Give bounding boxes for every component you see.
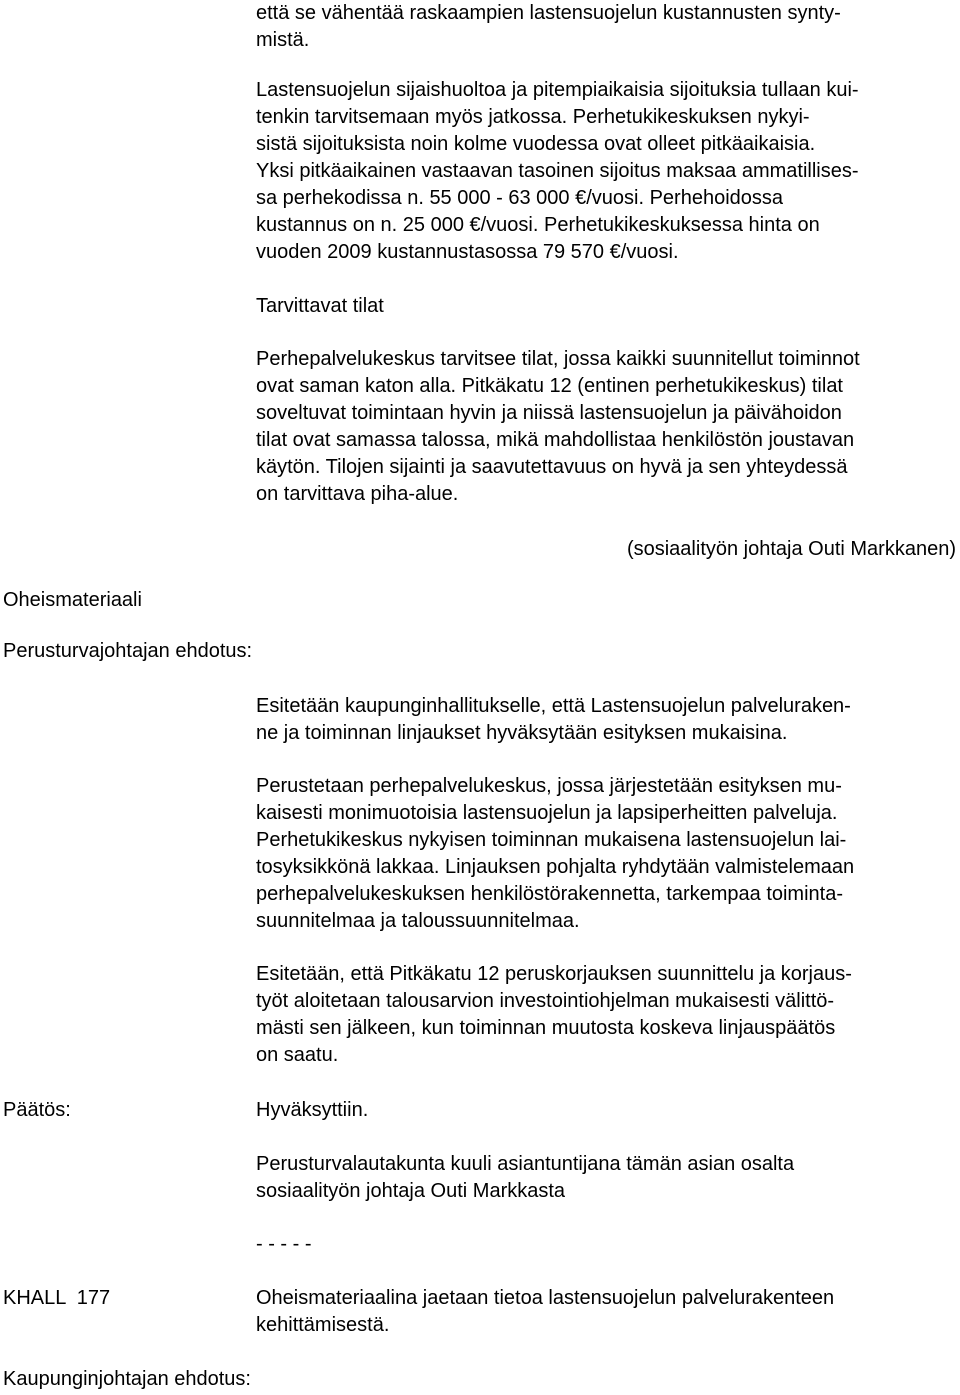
separator: - - - - -: [256, 1233, 312, 1255]
text-line: sa perhekodissa n. 55 000 - 63 000 €/vuosi. Perhehoidossa: [256, 187, 784, 209]
text-line: tilat ovat samassa talossa, mikä mahdollistaa henkilöstön joustavan: [256, 429, 855, 451]
author-signature: (sosiaalityön johtaja Outi Markkanen): [626, 538, 956, 560]
text-line: Perustetaan perhepalvelukeskus, jossa järjestetään esityksen mu-: [256, 775, 842, 797]
khall-paragraph: [256, 1285, 956, 1339]
intro-paragraph: [256, 0, 956, 54]
text-line: kustannus on n. 25 000 €/vuosi. Perhetukikeskuksessa hinta on: [256, 214, 820, 236]
facilities-paragraph: [256, 346, 956, 508]
text-line: kehittämisestä.: [256, 1314, 390, 1336]
text-line: tosyksikkönä lakkaa. Linjauksen pohjalta ryhdytään valmistelemaan: [256, 856, 855, 878]
text-line: Perhepalvelukeskus tarvitsee tilat, jossa kaikki suunnitellut toiminnot: [256, 348, 860, 370]
text-line: Esitetään, että Pitkäkatu 12 peruskorjauksen suunnittelu ja korjaus-: [256, 963, 852, 985]
text-line: sosiaalityön johtaja Outi Markkasta: [256, 1180, 566, 1202]
decision-label: Päätös:: [3, 1099, 71, 1121]
proposal-label: Perusturvajohtajan ehdotus:: [3, 640, 253, 662]
proposal-paragraph-3: [256, 961, 956, 1069]
text-line: vuoden 2009 kustannustasossa 79 570 €/vuosi.: [256, 241, 679, 263]
text-line: että se vähentää raskaampien lastensuojelun kustannusten synty-: [256, 2, 841, 24]
text-line: Yksi pitkäaikainen vastaavan tasoinen sijoitus maksaa ammatillises-: [256, 160, 859, 182]
text-line: Esitetään kaupunginhallitukselle, että Lastensuojelun palveluraken-: [256, 695, 851, 717]
cost-paragraph: [256, 77, 956, 266]
text-line: ovat saman katon alla. Pitkäkatu 12 (entinen perhetukikeskus) tilat: [256, 375, 843, 397]
text-line: työt aloitetaan talousarvion investointiohjelman mukaisesti välittö-: [256, 990, 835, 1012]
text-line: soveltuvat toimintaan hyvin ja niissä lastensuojelun ja päivähoidon: [256, 402, 842, 424]
text-line: mästi sen jälkeen, kun toiminnan muutosta koskeva linjauspäätös: [256, 1017, 836, 1039]
proposal-paragraph-1: [256, 693, 956, 747]
mayor-proposal-label: Kaupunginjohtajan ehdotus:: [3, 1368, 251, 1390]
attachment-label: Oheismateriaali: [3, 589, 142, 611]
proposal-paragraph-2: [256, 773, 956, 935]
text-line: on saatu.: [256, 1044, 339, 1066]
text-line: käytön. Tilojen sijainti ja saavutettavuus on hyvä ja sen yhteydessä: [256, 456, 848, 478]
text-line: perhepalvelukeskuksen henkilöstörakennetta, tarkempaa toiminta-: [256, 883, 844, 905]
text-line: ne ja toiminnan linjaukset hyväksytään esityksen mukaisina.: [256, 722, 788, 744]
expert-paragraph: [256, 1151, 956, 1205]
text-line: Perusturvalautakunta kuuli asiantuntijana tämän asian osalta: [256, 1153, 795, 1175]
text-line: on tarvittava piha-alue.: [256, 483, 459, 505]
text-line: kaisesti monimuotoisia lastensuojelun ja lapsiperheitten palveluja.: [256, 802, 838, 824]
text-line: Lastensuojelun sijaishuoltoa ja pitempiaikaisia sijoituksia tullaan kui-: [256, 79, 859, 101]
text-line: suunnitelmaa ja taloussuunnitelmaa.: [256, 910, 580, 932]
text-line: Oheismateriaalina jaetaan tietoa lastensuojelun palvelurakenteen: [256, 1287, 835, 1309]
decision-text: Hyväksyttiin.: [256, 1099, 369, 1121]
khall-label: KHALL 177: [3, 1287, 111, 1309]
text-line: sistä sijoituksista noin kolme vuodessa ovat olleet pitkäaikaisia.: [256, 133, 816, 155]
text-line: mistä.: [256, 29, 310, 51]
text-line: Perhetukikeskus nykyisen toiminnan mukaisena lastensuojelun lai-: [256, 829, 847, 851]
text-line: tenkin tarvitsemaan myös jatkossa. Perhetukikeskuksen nykyi-: [256, 106, 810, 128]
facilities-heading: Tarvittavat tilat: [256, 295, 384, 317]
